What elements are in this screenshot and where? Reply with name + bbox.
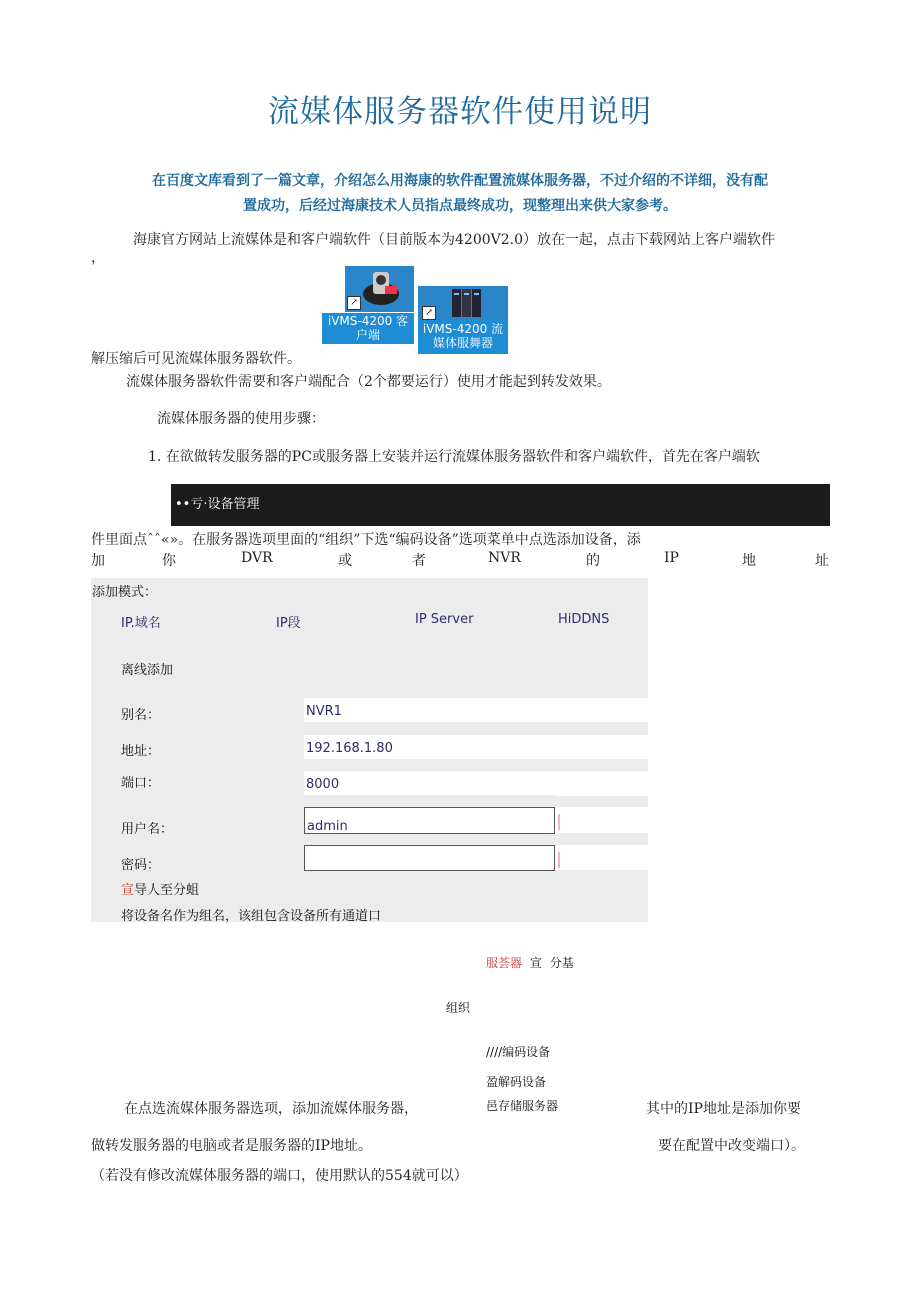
import-to-group-checkbox[interactable]: [121, 879, 199, 898]
password-label: 密码：: [121, 858, 161, 873]
client-app-icon[interactable]: [322, 266, 414, 344]
paragraph-6-left: 做转发服务器的电脑或者是服务器的IP地址。: [91, 1138, 372, 1154]
tree-encoder[interactable]: ////编码设备: [486, 1045, 551, 1059]
word: NVR: [488, 550, 521, 566]
paragraph-7: （若没有修改流媒体服务器的端口，使用默认的554就可以）: [91, 1168, 468, 1184]
tree-storage[interactable]: 邑存储服务器: [486, 1099, 559, 1113]
alias-input[interactable]: NVR1: [304, 698, 555, 722]
intro-line-2: 置成功，后经过海康技术人员指点最终成功，现整理出来供大家参考。: [243, 198, 677, 214]
field-cursor-mark: [558, 814, 560, 830]
field-cursor-mark-2: [558, 852, 560, 868]
group-note: 将设备名作为组名，该组包含设备所有通道口: [121, 909, 382, 924]
word: 者: [412, 553, 426, 569]
paragraph-2: 解压缩后可见流媒体服务器软件。: [91, 351, 301, 367]
alias-label: 别名：: [121, 708, 161, 723]
paragraph-1: 海康官方网站上流媒体是和客户端软件（目前版本为4200V2.0）放在一起，点击下载网站上客户端软件: [133, 232, 776, 248]
page-title: 流媒体服务器软件使用说明: [268, 94, 652, 130]
stream-label-line2: 媒体服舞器: [432, 336, 493, 350]
field-strip: [555, 771, 648, 796]
intro-line-1: 在百度文库看到了一篇文章，介绍怎么用海康的软件配置流媒体服务器，不过介绍的不详细，没有配: [152, 173, 768, 189]
word: 地: [742, 553, 756, 569]
field-strip: [555, 735, 648, 759]
offline-add-option[interactable]: 离线添加: [121, 663, 174, 678]
word: 你: [162, 553, 176, 569]
paragraph-4: 流媒体服务器的使用步骤：: [157, 411, 325, 427]
address-input[interactable]: 192.168.1.80: [304, 735, 555, 759]
stream-server-label: [418, 320, 508, 354]
step-1-words: [91, 550, 829, 570]
shortcut-arrow-icon-2: ↗: [422, 306, 436, 320]
server-mid: 宣: [529, 956, 542, 970]
address-label: 地址：: [121, 744, 161, 759]
port-label: 端口：: [121, 776, 161, 791]
step-1: 1. 在欲做转发服务器的PC或服务器上安装并运行流媒体服务器软件和客户端软件，首先在客户端软: [148, 449, 760, 465]
mode-ip-server[interactable]: IP Server: [415, 612, 474, 627]
mode-ip-segment[interactable]: IP段: [276, 616, 301, 631]
field-strip: [555, 845, 648, 870]
paragraph-6-right: 要在配置中改变端口）。: [658, 1138, 805, 1154]
field-strip: [555, 698, 648, 722]
password-input[interactable]: [304, 845, 555, 871]
username-input[interactable]: admin: [304, 807, 555, 834]
word: 址: [815, 553, 829, 569]
client-label-line2: 户端: [355, 328, 380, 342]
server-group-row[interactable]: [486, 954, 574, 971]
paragraph-5-left: 在点选流媒体服务器选项，添加流媒体服务器，: [124, 1101, 418, 1117]
stream-label-line1: iVMS-4200 流: [422, 322, 504, 336]
port-input[interactable]: 8000: [304, 771, 555, 795]
paragraph-5-right: 其中的IP地址是添加你要: [646, 1101, 801, 1117]
client-label-line1: iVMS-4200 客: [327, 314, 409, 328]
word: 的: [586, 553, 600, 569]
mode-ip-domain[interactable]: IP.域名: [121, 616, 161, 631]
word: DVR: [241, 550, 273, 566]
device-management-bar[interactable]: ••亏·设备管理: [171, 484, 830, 526]
tree-decoder[interactable]: 盈解码设备: [486, 1075, 547, 1089]
stream-server-icon[interactable]: [418, 286, 508, 352]
field-strip: [555, 807, 648, 833]
import-label: 导人至分蛆: [134, 883, 200, 898]
word: 或: [338, 553, 352, 569]
server-label: 服荟器: [486, 956, 523, 970]
client-app-label: [322, 313, 414, 344]
paragraph-1-cont: ，: [91, 250, 105, 266]
mode-label: 添加模式：: [92, 585, 158, 600]
shortcut-arrow-icon: ↗: [347, 296, 361, 310]
mode-hiddns[interactable]: HiDDNS: [558, 612, 610, 627]
server-group: 分基: [549, 956, 574, 970]
username-label: 用户名：: [121, 822, 174, 837]
tree-org[interactable]: 组织: [446, 1001, 471, 1015]
paragraph-3: 流媒体服务器软件需要和客户端配合（2个都要运行）使用才能起到转发效果。: [126, 374, 611, 390]
import-prefix: 宣: [121, 883, 135, 898]
word: IP: [664, 550, 679, 566]
add-device-panel: [91, 578, 648, 922]
word: 加: [91, 553, 105, 569]
step-1-cont: 件里面点ˆˆ«»。在服务器选项里面的“组织”下选“编码设备”选项菜单中点选添加设备，添: [91, 532, 641, 548]
